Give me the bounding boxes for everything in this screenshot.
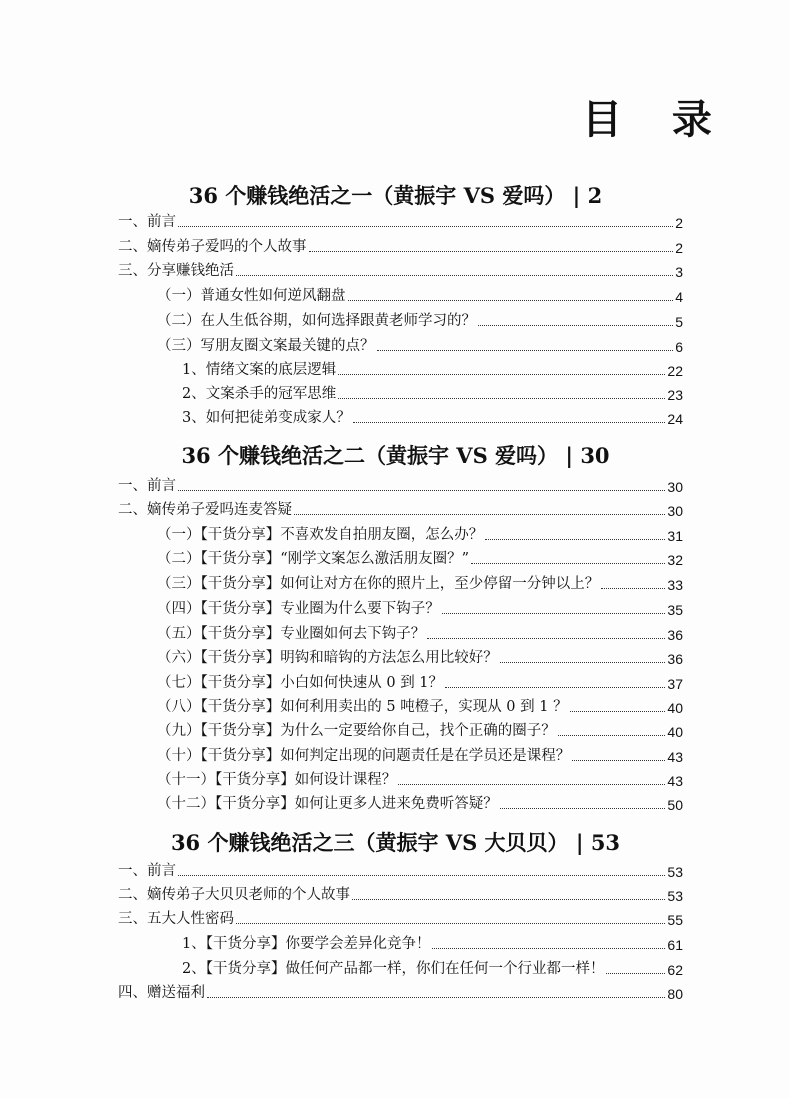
toc-entry[interactable]: [157, 645, 683, 667]
dot-leader: [236, 275, 673, 276]
dot-leader: [478, 325, 673, 326]
toc-entry[interactable]: [157, 522, 683, 544]
section-heading-3: 36 个赚钱绝活之三（黄振宇 VS 大贝贝） | 53: [170, 830, 621, 855]
dot-leader: [338, 374, 665, 375]
toc-entry-page: 36: [667, 627, 683, 643]
toc-entry-page: 6: [675, 339, 683, 355]
toc-entry[interactable]: [157, 308, 683, 330]
toc-entry[interactable]: [118, 473, 683, 495]
toc-entry-text: 一、前言: [118, 214, 176, 230]
toc-entry[interactable]: [157, 333, 683, 355]
dot-leader: [427, 638, 665, 639]
toc-entry[interactable]: [157, 670, 683, 692]
toc-entry-page: 43: [667, 749, 683, 765]
dot-leader: [432, 948, 665, 949]
dot-leader: [601, 588, 665, 589]
toc-entry-text: （九）【干货分享】为什么一定要给你自己，找个正确的圈子？: [157, 723, 556, 739]
section-heading-2: 36 个赚钱绝活之二（黄振宇 VS 爱吗） | 30: [181, 443, 610, 468]
toc-entry[interactable]: [118, 234, 683, 256]
toc-entry-page: 31: [667, 528, 683, 544]
toc-entry-text: （十）【干货分享】如何判定出现的问题责任是在学员还是课程？: [157, 748, 571, 764]
page-title: 目 录: [582, 96, 730, 143]
toc-entry-page: 22: [667, 363, 683, 379]
toc-entry-text: 一、前言: [118, 478, 176, 494]
toc-entry[interactable]: [182, 357, 683, 379]
toc-entry[interactable]: [182, 956, 683, 978]
toc-entry-page: 40: [667, 724, 683, 740]
toc-entry[interactable]: [182, 931, 683, 953]
toc-entry[interactable]: [118, 882, 683, 904]
toc-entry[interactable]: [157, 743, 683, 765]
toc-entry[interactable]: [157, 596, 683, 618]
dot-leader: [178, 875, 665, 876]
toc-entry-page: 4: [675, 289, 683, 305]
dot-leader: [572, 760, 665, 761]
toc-entry-page: 50: [667, 797, 683, 813]
toc-entry-text: 1、情绪文案的底层逻辑: [182, 362, 337, 378]
toc-entry[interactable]: [118, 858, 683, 880]
toc-entry-page: 2: [675, 240, 683, 256]
toc-entry-page: 33: [667, 577, 683, 593]
toc-entry[interactable]: [182, 405, 683, 427]
toc-entry-text: 四、赠送福利: [118, 985, 205, 1001]
toc-entry-text: 三、五大人性密码: [118, 911, 234, 927]
toc-entry-text: 3、如何把徒弟变成家人？: [182, 410, 351, 426]
toc-entry-page: 24: [667, 411, 683, 427]
dot-leader: [377, 350, 674, 351]
dot-leader: [309, 251, 674, 252]
dot-leader: [500, 662, 666, 663]
toc-entry-page: 43: [667, 773, 683, 789]
toc-entry[interactable]: [118, 258, 683, 280]
toc-entry-text: （一）【干货分享】不喜欢发自拍朋友圈，怎么办？: [157, 527, 484, 543]
section-heading-1: 36 个赚钱绝活之一（黄振宇 VS 爱吗） | 2: [188, 183, 603, 208]
dot-leader: [207, 997, 665, 998]
toc-entry-text: （二）在人生低谷期，如何选择跟黄老师学习的？: [157, 313, 476, 329]
toc-entry-page: 2: [675, 215, 683, 231]
dot-leader: [338, 398, 665, 399]
toc-entry[interactable]: [157, 718, 683, 740]
dot-leader: [178, 490, 665, 491]
toc-entry[interactable]: [118, 209, 683, 231]
toc-entry[interactable]: [118, 980, 683, 1002]
toc-entry-page: 5: [675, 314, 683, 330]
toc-entry-text: （十一）【干货分享】如何设计课程？: [157, 772, 397, 788]
toc-entry[interactable]: [157, 283, 683, 305]
toc-entry-page: 3: [675, 264, 683, 280]
toc-entry[interactable]: [157, 571, 683, 593]
toc-entry-text: 二、嫡传弟子大贝贝老师的个人故事: [118, 887, 350, 903]
toc-entry-page: 23: [667, 387, 683, 403]
toc-entry-page: 32: [667, 552, 683, 568]
dot-leader: [485, 539, 665, 540]
toc-entry[interactable]: [157, 546, 683, 568]
toc-entry-text: 二、嫡传弟子爱吗的个人故事: [118, 239, 307, 255]
dot-leader: [558, 735, 666, 736]
toc-entry-page: 35: [667, 602, 683, 618]
dot-leader: [348, 300, 674, 301]
toc-entry-page: 80: [667, 986, 683, 1002]
toc-entry[interactable]: [157, 767, 683, 789]
toc-entry-text: 二、嫡传弟子爱吗连麦答疑: [118, 502, 292, 518]
dot-leader: [471, 563, 665, 564]
toc-entry-text: （七）【干货分享】小白如何快速从 0 到 1？: [157, 675, 444, 691]
dot-leader: [445, 687, 665, 688]
toc-entry-text: （十二）【干货分享】如何让更多人进来免费听答疑？: [157, 796, 498, 812]
toc-entry-page: 36: [667, 651, 683, 667]
toc-entry-text: （八）【干货分享】如何利用卖出的 5 吨橙子，实现从 0 到 1 ？: [157, 699, 568, 715]
toc-entry-text: （五）【干货分享】专业圈如何去下钩子？: [157, 626, 426, 642]
toc-entry-text: （二）【干货分享】“刚学文案怎么激活朋友圈？”: [157, 551, 470, 567]
toc-entry-page: 53: [667, 888, 683, 904]
toc-entry-text: 一、前言: [118, 863, 176, 879]
dot-leader: [500, 808, 666, 809]
toc-entry-page: 30: [667, 503, 683, 519]
toc-entry-page: 61: [667, 937, 683, 953]
dot-leader: [294, 514, 665, 515]
toc-entry[interactable]: [118, 497, 683, 519]
toc-entry[interactable]: [157, 791, 683, 813]
toc-entry-text: 2、文案杀手的冠军思维: [182, 386, 337, 402]
dot-leader: [236, 923, 665, 924]
toc-entry-text: 2、【干货分享】做任何产品都一样，你们在任何一个行业都一样！: [182, 961, 605, 977]
dot-leader: [570, 711, 666, 712]
dot-leader: [442, 613, 666, 614]
toc-entry-text: 三、分享赚钱绝活: [118, 263, 234, 279]
toc-entry-text: （六）【干货分享】明钩和暗钩的方法怎么用比较好？: [157, 650, 498, 666]
dot-leader: [398, 784, 665, 785]
toc-entry[interactable]: [157, 621, 683, 643]
toc-entry-text: （三）【干货分享】如何让对方在你的照片上，至少停留一分钟以上？: [157, 576, 600, 592]
toc-entry-text: （一）普通女性如何逆风翻盘: [157, 288, 346, 304]
toc-entry[interactable]: [157, 694, 683, 716]
toc-entry-page: 30: [667, 479, 683, 495]
toc-entry-page: 62: [667, 962, 683, 978]
dot-leader: [352, 899, 665, 900]
toc-entry-text: （三）写朋友圈文案最关键的点？: [157, 338, 375, 354]
toc-entry-page: 55: [667, 912, 683, 928]
toc-entry[interactable]: [118, 906, 683, 928]
toc-entry-page: 37: [667, 676, 683, 692]
dot-leader: [606, 973, 665, 974]
toc-entry-page: 40: [667, 700, 683, 716]
dot-leader: [353, 422, 666, 423]
toc-entry[interactable]: [182, 381, 683, 403]
toc-entry-text: （四）【干货分享】专业圈为什么要下钩子？: [157, 601, 440, 617]
toc-entry-text: 1、【干货分享】你要学会差异化竞争！: [182, 936, 431, 952]
dot-leader: [178, 226, 673, 227]
toc-entry-page: 53: [667, 864, 683, 880]
